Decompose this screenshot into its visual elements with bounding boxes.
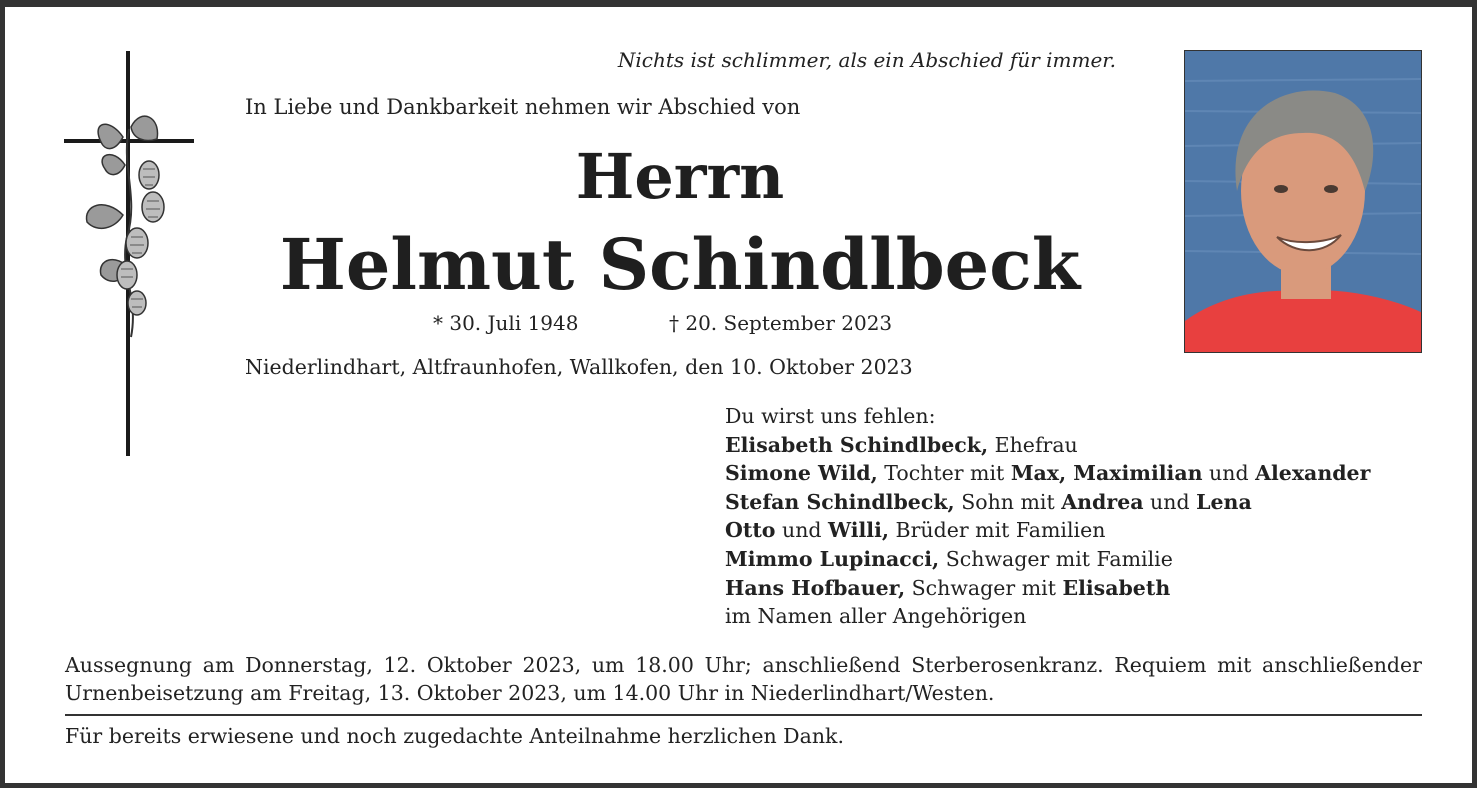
mourner-line [725,602,1370,631]
mourner-name: Elisabeth [1062,575,1171,600]
thanks-line: Für bereits erwiesene und noch zugedachte Anteilnahme herzlichen Dank. [65,724,844,748]
cross-with-hops-icon [61,47,201,462]
birth-date: * 30. Juli 1948 [433,311,579,335]
mourner-name: Mimmo Lupinacci, [725,546,940,571]
mourner-relation: im Namen aller Angehörigen [725,604,1027,629]
portrait-photo [1184,50,1422,353]
mourner-name: Andrea [1061,489,1144,514]
mourner-line [725,574,1370,603]
mourner-relation: und [775,518,829,543]
motto: Nichts ist schlimmer, als ein Abschied für immer. [617,48,1116,72]
mourner-relation: Du wirst uns fehlen: [725,404,936,428]
deceased-name: Helmut Schindlbeck [279,223,1081,306]
mourner-relation: Ehefrau [988,432,1078,457]
mourner-name: Simone Wild, [725,461,878,486]
mourner-name: Elisabeth Schindlbeck, [725,432,989,457]
salutation: Herrn [575,140,785,213]
mourner-relation: und [1202,461,1256,486]
place-and-date: Niederlindhart, Altfraunhofen, Wallkofen, den 10. Oktober 2023 [245,355,913,379]
ceremony-info: Aussegnung am Donnerstag, 12. Oktober 2023, um 18.00 Uhr; anschließend Sterberosenkranz. Requiem mit anschließender Urnenbeisetzung am Freitag, 13. Oktober 2023, um 14.00 Uhr in Niederlindhart/Westen. [65,653,1422,705]
mourner-line [725,459,1370,488]
mourner-name: Stefan Schindlbeck, [725,489,955,514]
mourner-name: Lena [1196,489,1252,514]
mourner-name: Otto [725,518,776,543]
mourner-line [725,402,1370,431]
death-date: † 20. September 2023 [669,311,893,335]
mourner-relation: Tochter mit [877,461,1011,486]
divider [65,714,1422,716]
mourner-relation: Sohn mit [954,489,1062,514]
mourner-relation: Brüder mit Familien [889,518,1106,543]
mourner-name: Hans Hofbauer, [725,575,906,600]
mourner-line [725,516,1370,545]
mourners-list [725,402,1370,631]
mourner-name: Max, Maximilian [1010,461,1203,486]
mourner-relation: Schwager mit Familie [939,546,1173,571]
mourner-line [725,431,1370,460]
mourner-name: Willi, [828,518,889,543]
mourner-line [725,488,1370,517]
mourner-line [725,545,1370,574]
mourner-name: Alexander [1255,461,1371,486]
mourner-relation: und [1143,489,1197,514]
intro-line: In Liebe und Dankbarkeit nehmen wir Abschied von [245,95,801,119]
mourner-relation: Schwager mit [905,575,1063,600]
